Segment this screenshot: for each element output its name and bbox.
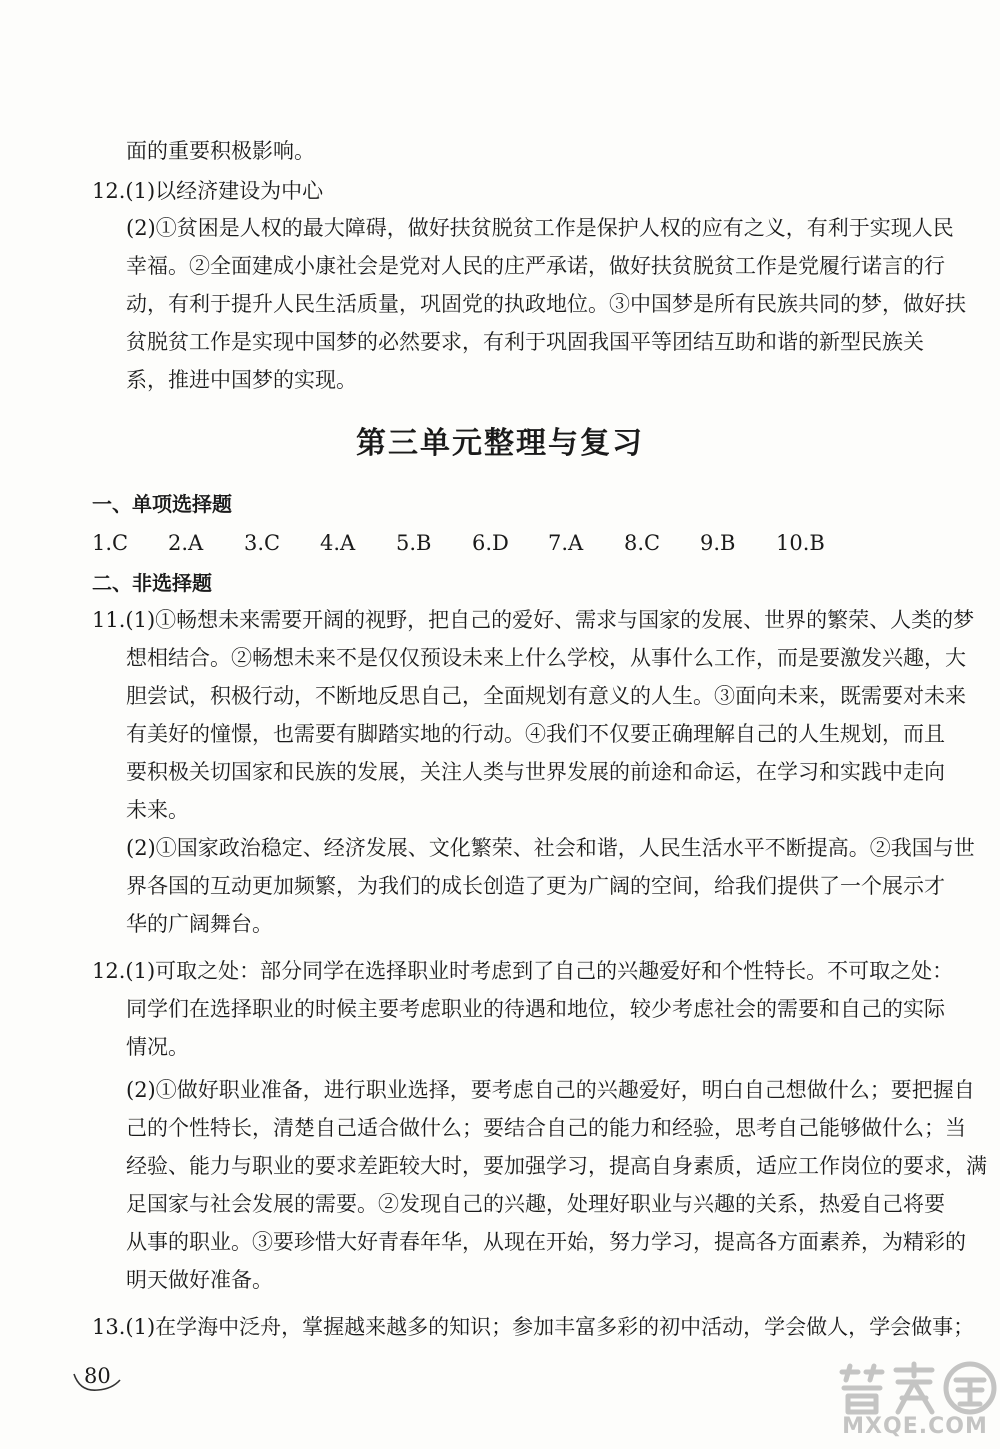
text-line: 界各国的互动更加频繁，为我们的成长创造了更为广阔的空间，给我们提供了一个展示才 xyxy=(126,874,945,898)
watermark-text: MXQE.COM xyxy=(842,1414,988,1439)
text-line: 经验、能力与职业的要求差距较大时，要加强学习，提高自身素质，适应工作岗位的要求，满 xyxy=(126,1154,987,1178)
question-12-part-1: 12.(1)以经济建设为中心 xyxy=(92,179,324,203)
text-line: 情况。 xyxy=(126,1035,189,1059)
page-number: 80 xyxy=(84,1364,111,1388)
answer-item: 8.C xyxy=(624,531,661,555)
section-title-single-choice: 一、单项选择题 xyxy=(92,492,232,516)
page-number-curve-icon xyxy=(72,1372,122,1394)
text-line: 同学们在选择职业的时候主要考虑职业的待遇和地位，较少考虑社会的需要和自己的实际 xyxy=(126,997,945,1021)
watermark-glyphs-icon xyxy=(832,1358,998,1418)
answer-item: 9.B xyxy=(700,531,736,555)
answer-item: 2.A xyxy=(168,531,204,555)
answer-row xyxy=(92,528,852,558)
text-line: 己的个性特长，清楚自己适合做什么；要结合自己的能力和经验，思考自己能够做什么；当 xyxy=(126,1116,966,1140)
text-line: (2)①做好职业准备，进行职业选择，要考虑自己的兴趣爱好，明白自己想做什么；要把握自 xyxy=(126,1078,975,1102)
text-line: 想相结合。②畅想未来不是仅仅预设未来上什么学校，从事什么工作，而是要激发兴趣，大 xyxy=(126,646,966,670)
question-12-line: 12.(1)可取之处：部分同学在选择职业时考虑到了自己的兴趣爱好和个性特长。不可取之处： xyxy=(92,959,954,983)
question-13-line: 13.(1)在学海中泛舟，掌握越来越多的知识；参加丰富多彩的初中活动，学会做人，学会做事； xyxy=(92,1315,975,1339)
text-line: 胆尝试，积极行动，不断地反思自己，全面规划有意义的人生。③面向未来，既需要对未来 xyxy=(126,684,966,708)
answer-item: 7.A xyxy=(548,531,584,555)
text-line: 系，推进中国梦的实现。 xyxy=(126,368,357,392)
text-line: 未来。 xyxy=(126,798,189,822)
section-title-non-choice: 二、非选择题 xyxy=(92,571,212,595)
text-line: 动，有利于提升人民生活质量，巩固党的执政地位。③中国梦是所有民族共同的梦，做好扶 xyxy=(126,292,966,316)
answer-item: 6.D xyxy=(472,531,509,555)
answer-item: 5.B xyxy=(396,531,432,555)
text-line: 足国家与社会发展的需要。②发现自己的兴趣，处理好职业与兴趣的关系，热爱自己将要 xyxy=(126,1192,945,1216)
text-line: 幸福。②全面建成小康社会是党对人民的庄严承诺，做好扶贫脱贫工作是党履行诺言的行 xyxy=(126,254,945,278)
text-line: 有美好的憧憬，也需要有脚踏实地的行动。④我们不仅要正确理解自己的人生规划，而且 xyxy=(126,722,945,746)
answer-item: 10.B xyxy=(776,531,825,555)
unit-heading: 第三单元整理与复习 xyxy=(356,426,644,461)
text-line: 明天做好准备。 xyxy=(126,1268,273,1292)
answer-item: 1.C xyxy=(92,531,129,555)
text-line: 贫脱贫工作是实现中国梦的必然要求，有利于巩固我国平等团结互助和谐的新型民族关 xyxy=(126,330,924,354)
text-line: 从事的职业。③要珍惜大好青春年华，从现在开始，努力学习，提高各方面素养，为精彩的 xyxy=(126,1230,966,1254)
answer-item: 3.C xyxy=(244,531,281,555)
text-line: 面的重要积极影响。 xyxy=(126,139,315,163)
answer-item: 4.A xyxy=(320,531,356,555)
watermark-logo xyxy=(832,1358,998,1446)
text-line: (2)①贫困是人权的最大障碍，做好扶贫脱贫工作是保护人权的应有之义，有利于实现人民 xyxy=(126,216,954,240)
text-line: (2)①国家政治稳定、经济发展、文化繁荣、社会和谐，人民生活水平不断提高。②我国与世 xyxy=(126,836,975,860)
question-11-line: 11.(1)①畅想未来需要开阔的视野，把自己的爱好、需求与国家的发展、世界的繁荣、人类的梦 xyxy=(92,608,975,632)
text-line: 华的广阔舞台。 xyxy=(126,912,273,936)
text-line: 要积极关切国家和民族的发展，关注人类与世界发展的前途和命运，在学习和实践中走向 xyxy=(126,760,945,784)
